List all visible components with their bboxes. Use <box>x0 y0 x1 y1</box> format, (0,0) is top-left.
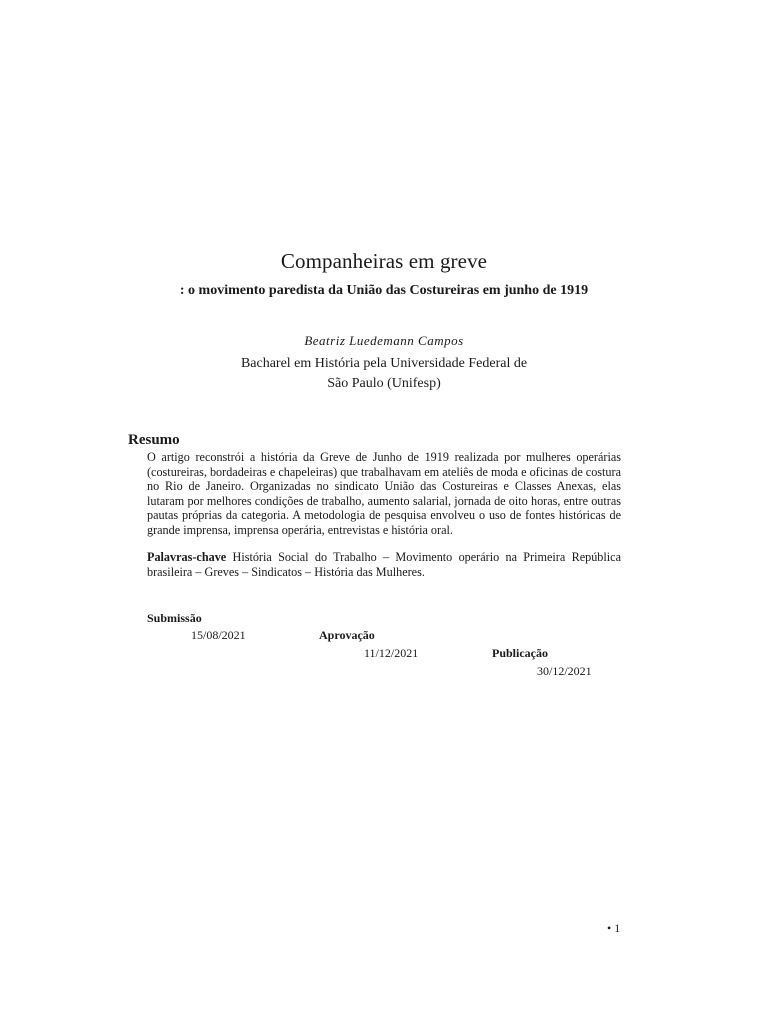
approval-date: 11/12/2021 <box>364 646 419 660</box>
author-name: Beatriz Luedemann Campos <box>304 333 464 348</box>
keywords-label: Palavras-chave <box>147 550 227 564</box>
submission-date: 15/08/2021 <box>191 628 246 642</box>
article-subtitle: : o movimento paredista da União das Costureiras em junho de 1919 <box>179 283 589 298</box>
publication-label: Publicação <box>492 646 548 660</box>
page-number: • 1 <box>607 921 621 935</box>
article-title: Companheiras em greve <box>280 249 488 273</box>
keywords-text: História Social do Trabalho – Movimento operário na Primeira República brasileira – Greves – Sindicatos – História das Mulheres. <box>147 550 621 579</box>
publication-date: 30/12/2021 <box>537 664 592 678</box>
approval-label: Aprovação <box>319 628 375 642</box>
affiliation-line-2: São Paulo (Unifesp) <box>327 376 441 391</box>
affiliation-line-1: Bacharel em História pela Universidade Federal de <box>240 356 528 371</box>
abstract-text: O artigo reconstrói a história da Greve de Junho de 1919 realizada por mulheres operárias (costureiras, bordadeiras e chapeleiras) que trabalhavam em ateliês de moda e oficinas de costura no Rio de Janeiro. Organizadas no sindicato União das Costureiras e Classes Anexas, elas lutaram por melhores condições de trabalho, aumento salarial, jornada de oito horas, entre outras pautas próprias da categoria. A metodologia de pesquisa envolveu o uso de fontes históricas de grande imprensa, imprensa operária, entrevistas e história oral. <box>147 450 621 537</box>
author-affiliation <box>0 354 768 394</box>
abstract-heading: Resumo <box>128 432 180 448</box>
keywords <box>147 550 621 579</box>
submission-label: Submissão <box>147 611 202 625</box>
